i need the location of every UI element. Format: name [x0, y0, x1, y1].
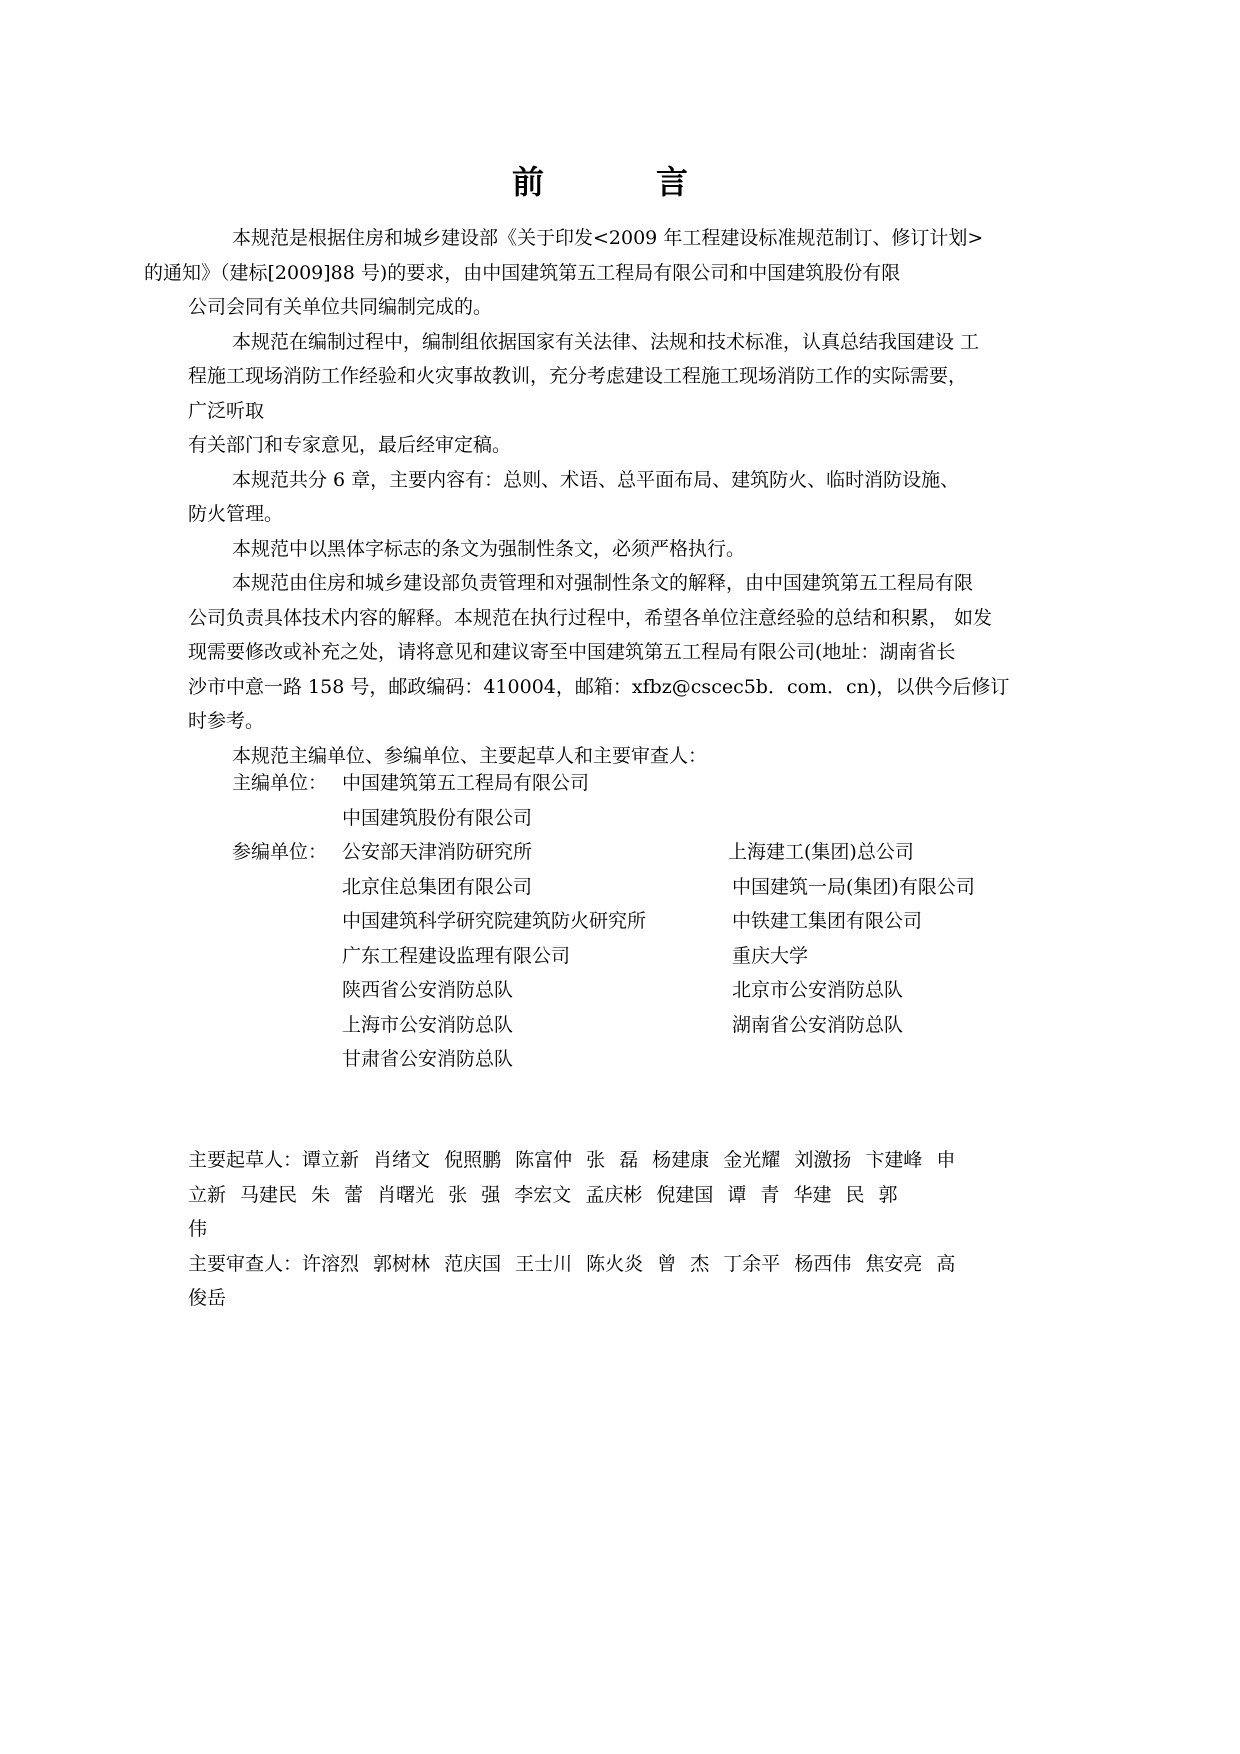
- paragraph-line: 现需要修改或补充之处，请将意见和建议寄至中国建筑第五工程局有限公司(地址：湖南省长: [188, 641, 956, 663]
- participating-unit-row: [232, 904, 1072, 939]
- participating-unit: 广东工程建设监理有限公司: [342, 944, 571, 967]
- paragraph-line: 广泛听取: [188, 399, 265, 422]
- chief-units-label: 主编单位：: [232, 772, 328, 794]
- participating-unit: 重庆大学: [732, 944, 809, 967]
- reviewers-line: 俊岳: [188, 1287, 227, 1309]
- page-title: 前 言: [511, 163, 728, 201]
- participating-unit-row: [232, 870, 1072, 905]
- paragraph-mandatory: [188, 532, 1058, 567]
- paragraph-process: [188, 325, 1058, 463]
- participating-unit-row: [232, 939, 1072, 974]
- drafters-block: [188, 1143, 1056, 1247]
- participating-unit: 上海市公安消防总队: [342, 1013, 514, 1036]
- paragraph-management: [188, 566, 1058, 739]
- paragraph-line: 公司会同有关单位共同编制完成的。: [188, 296, 493, 318]
- paragraph-line: 有关部门和专家意见，最后经审定稿。: [188, 434, 512, 456]
- participating-unit: 公安部天津消防研究所: [342, 841, 533, 863]
- participating-unit: 甘肃省公安消防总队: [342, 1048, 514, 1070]
- participating-unit-row: [232, 1008, 1072, 1043]
- participating-unit: 上海建工(集团)总公司: [728, 841, 914, 863]
- paragraph-line: 本规范主编单位、参编单位、主要起草人和主要审查人：: [232, 744, 708, 767]
- chief-unit-row: [232, 801, 1072, 836]
- reviewers-line: 主要审查人：许溶烈 郭树林 范庆国 王士川 陈火炎 曾 杰 丁余平 杨西伟 焦安亮 高: [188, 1252, 956, 1275]
- paragraph-line: 本规范由住房和城乡建设部负责管理和对强制性条文的解释，由中国建筑第五工程局有限: [232, 572, 974, 594]
- chief-unit: 中国建筑股份有限公司: [342, 806, 533, 829]
- participating-unit: 中国建筑一局(集团)有限公司: [732, 875, 975, 898]
- foreword-body: [144, 221, 1058, 773]
- reviewers-block: [188, 1247, 1056, 1316]
- paragraph-line: 时参考。: [188, 710, 265, 732]
- participating-unit-row: [232, 973, 1072, 1008]
- people-list: [188, 1143, 1056, 1316]
- drafters-line: 立新 马建民 朱 蕾 肖曙光 张 强 李宏文 孟庆彬 倪建国 谭 青 华建 民 郭: [188, 1183, 898, 1206]
- paragraph-line: 的通知》（建标[2009]88 号)的要求，由中国建筑第五工程局有限公司和中国建筑股份有限: [144, 261, 901, 284]
- participating-unit: 陕西省公安消防总队: [342, 979, 514, 1001]
- participating-unit: 湖南省公安消防总队: [732, 1013, 904, 1036]
- participating-unit: 北京市公安消防总队: [732, 979, 904, 1001]
- participating-units-label: 参编单位：: [232, 841, 328, 863]
- participating-unit: 中国建筑科学研究院建筑防火研究所: [342, 910, 647, 932]
- chief-unit: 中国建筑第五工程局有限公司: [342, 772, 590, 794]
- paragraph-line: 本规范是根据住房和城乡建设部《关于印发<2009 年工程建设标准规范制订、修订计划>: [232, 227, 984, 249]
- paragraph-line: 本规范中以黑体字标志的条文为强制性条文，必须严格执行。: [232, 537, 746, 560]
- paragraph-chapters: [188, 463, 1058, 532]
- participating-unit-row: [232, 1042, 1072, 1077]
- participating-unit: 中铁建工集团有限公司: [732, 910, 923, 932]
- chief-unit-row: [232, 766, 1072, 801]
- paragraph-line: 本规范在编制过程中，编制组依据国家有关法律、法规和技术标准，认真总结我国建设 工: [232, 330, 980, 353]
- paragraph-basis: [144, 221, 1058, 325]
- paragraph-line: 公司负责具体技术内容的解释。本规范在执行过程中，希望各单位注意经验的总结和积累， 如发: [188, 606, 993, 629]
- paragraph-line: 沙市中意一路 158 号，邮政编码：410004，邮箱：xfbz@cscec5b．com．cn)，以供今后修订: [188, 675, 1010, 698]
- paragraph-line: 本规范共分 6 章，主要内容有：总则、术语、总平面布局、建筑防火、临时消防设施、: [232, 468, 960, 491]
- units-list: [232, 766, 1072, 1077]
- paragraph-line: 程施工现场消防工作经验和火灾事故教训，充分考虑建设工程施工现场消防工作的实际需要，: [188, 365, 968, 387]
- drafters-line: 伟: [188, 1218, 208, 1240]
- participating-unit-row: [232, 835, 1072, 870]
- paragraph-line: 防火管理。: [188, 503, 284, 525]
- drafters-line: 主要起草人：谭立新 肖绪文 倪照鹏 陈富仲 张 磊 杨建康 金光耀 刘激扬 卞建峰 申: [188, 1149, 956, 1171]
- participating-unit: 北京住总集团有限公司: [342, 875, 533, 898]
